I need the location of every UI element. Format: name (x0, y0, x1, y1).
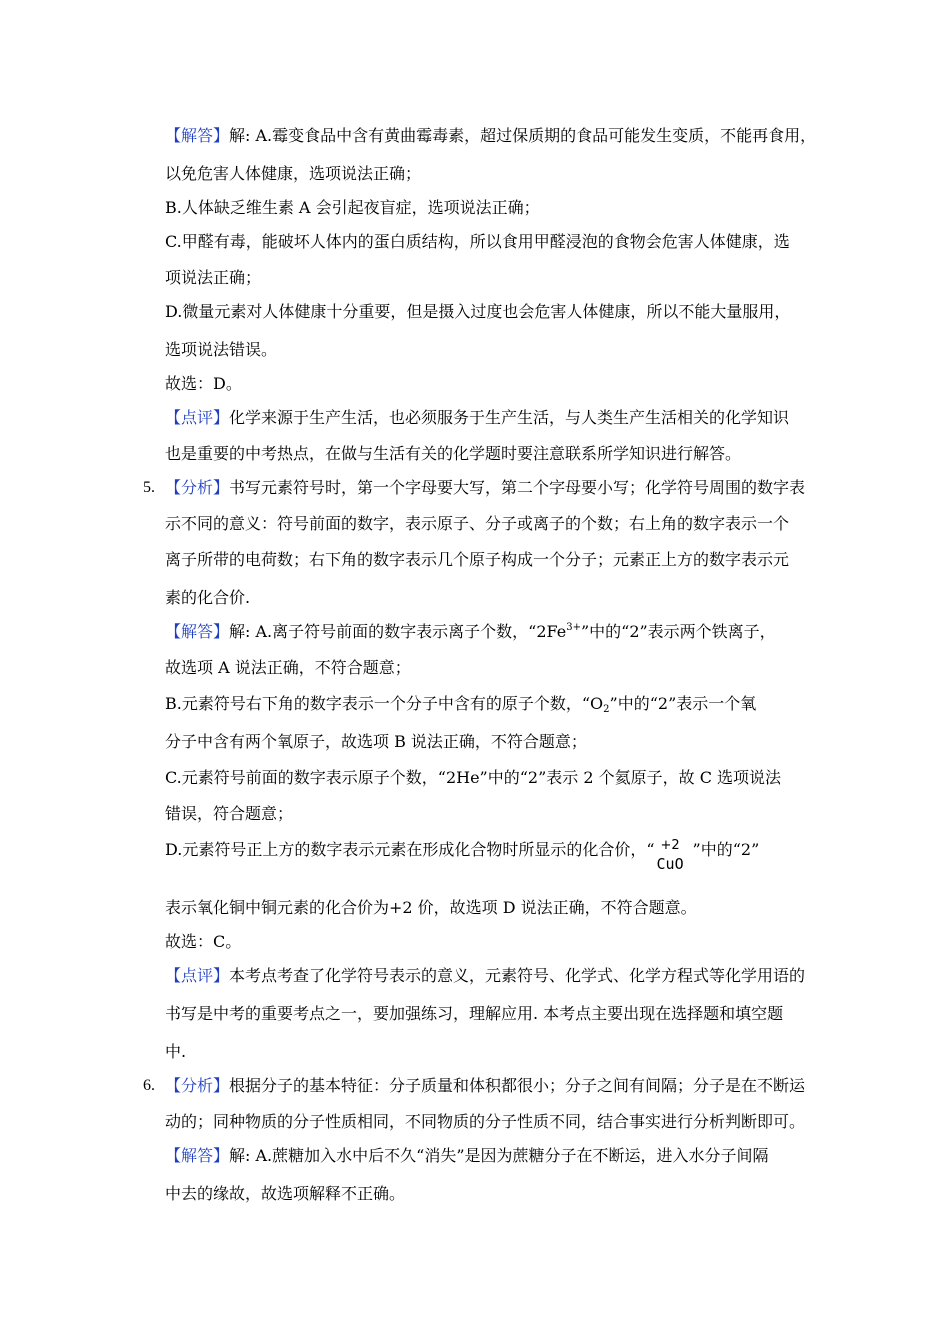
q5-answer-c-line-2: 错误，符合题意； (165, 804, 294, 823)
q4-answer-line-1: 【解答】解: A.霉变食品中含有黄曲霉毒素，超过保质期的食品可能发生变质，不能再食用， (165, 126, 817, 145)
q6-number: 6. (143, 1077, 155, 1094)
q5-answer-d-line-2: 表示氧化铜中铜元素的化合价为+2 价，故选项 D 说法正确，不符合题意。 (165, 898, 697, 917)
charge-superscript: 3+ (566, 622, 581, 633)
q4-review-line-2: 也是重要的中考热点，在做与生活有关的化学题时要注意联系所学知识进行解答。 (165, 444, 742, 463)
q4-answer-line-2: 以免危害人体健康，选项说法正确； (165, 164, 422, 183)
valence-value: +2 (660, 838, 680, 853)
q5-analysis-line-1: 【分析】书写元素符号时，第一个字母要大写，第二个字母要小写；化学符号周围的数字表 (165, 478, 806, 497)
q5-choice: 故选：C。 (165, 932, 242, 951)
review-tag: 【点评】 (165, 966, 230, 985)
q5-answer-c-line-1: C.元素符号前面的数字表示原子个数，“2He”中的“2”表示 2 个氦原子，故 C 选项说法 (165, 768, 782, 787)
formula-symbol: CuO (656, 855, 684, 873)
q4-answer-line-4: C.甲醛有毒，能破坏人体内的蛋白质结构，所以食用甲醛浸泡的食物会危害人体健康，选 (165, 232, 790, 251)
q5-answer-a-line-2: 故选项 A 说法正确，不符合题意； (165, 658, 411, 677)
q5-review-line-1: 【点评】本考点考查了化学符号表示的意义，元素符号、化学式、化学方程式等化学用语的 (165, 966, 806, 985)
answer-tag: 【解答】 (165, 126, 230, 145)
q5-answer-b-line-2: 分子中含有两个氧原子，故选项 B 说法正确，不符合题意； (165, 732, 587, 751)
q4-answer-line-5: 项说法正确； (165, 268, 262, 287)
q4-review-line-1: 【点评】化学来源于生产生活，也必须服务于生产生活，与人类生产生活相关的化学知识 (165, 408, 790, 427)
answer-tag: 【解答】 (165, 622, 230, 641)
q5-review-line-3: 中. (165, 1042, 187, 1061)
q5-answer-d-line-1: D.元素符号正上方的数字表示元素在形成化合物时所显示的化合价，“ +2 CuO ”中的“2” (165, 838, 760, 873)
q4-answer-line-6: D.微量元素对人体健康十分重要，但是摄入过度也会危害人体健康，所以不能大量服用， (165, 302, 791, 321)
q6-answer-line-1: 【解答】解: A.蔗糖加入水中后不久“消失”是因为蔗糖分子在不断运，进入水分子间隔 (165, 1146, 769, 1165)
q5-analysis-line-3: 离子所带的电荷数；右下角的数字表示几个原子构成一个分子；元素正上方的数字表示元 (165, 550, 790, 569)
valence-formula (655, 838, 693, 873)
q5-number: 5. (143, 479, 155, 496)
q5-analysis-line-4: 素的化合价. (165, 588, 251, 607)
review-tag: 【点评】 (165, 408, 230, 427)
q6-answer-line-2: 中去的缘故，故选项解释不正确。 (165, 1184, 406, 1203)
q4-answer-line-3: B.人体缺乏维生素 A 会引起夜盲症，选项说法正确； (165, 198, 540, 217)
analysis-tag: 【分析】 (165, 1076, 230, 1095)
q6-analysis-line-1: 【分析】根据分子的基本特征：分子质量和体积都很小；分子之间有间隔；分子是在不断运 (165, 1076, 806, 1095)
q5-answer-a-line-1: 【解答】解: A.离子符号前面的数字表示离子个数，“$2Fe^{3+}$”中的“2”表示两个铁离子， (165, 622, 776, 641)
q5-analysis-line-2: 示不同的意义：符号前面的数字，表示原子、分子或离子的个数；右上角的数字表示一个 (165, 514, 790, 533)
q4-answer-line-7: 选项说法错误。 (165, 340, 278, 359)
q4-choice: 故选：D。 (165, 374, 242, 393)
atom-count-subscript: 2 (603, 704, 610, 715)
analysis-tag: 【分析】 (165, 478, 230, 497)
q5-answer-b-line-1: B.元素符号右下角的数字表示一个分子中含有的原子个数，“$O_2$”中的“2”表示一个氧 (165, 694, 757, 715)
answer-tag: 【解答】 (165, 1146, 230, 1165)
q5-review-line-2: 书写是中考的重要考点之一，要加强练习，理解应用. 本考点主要出现在选择题和填空题 (165, 1004, 784, 1023)
q6-analysis-line-2: 动的；同种物质的分子性质相同，不同物质的分子性质不同，结合事实进行分析判断即可。 (165, 1112, 806, 1131)
